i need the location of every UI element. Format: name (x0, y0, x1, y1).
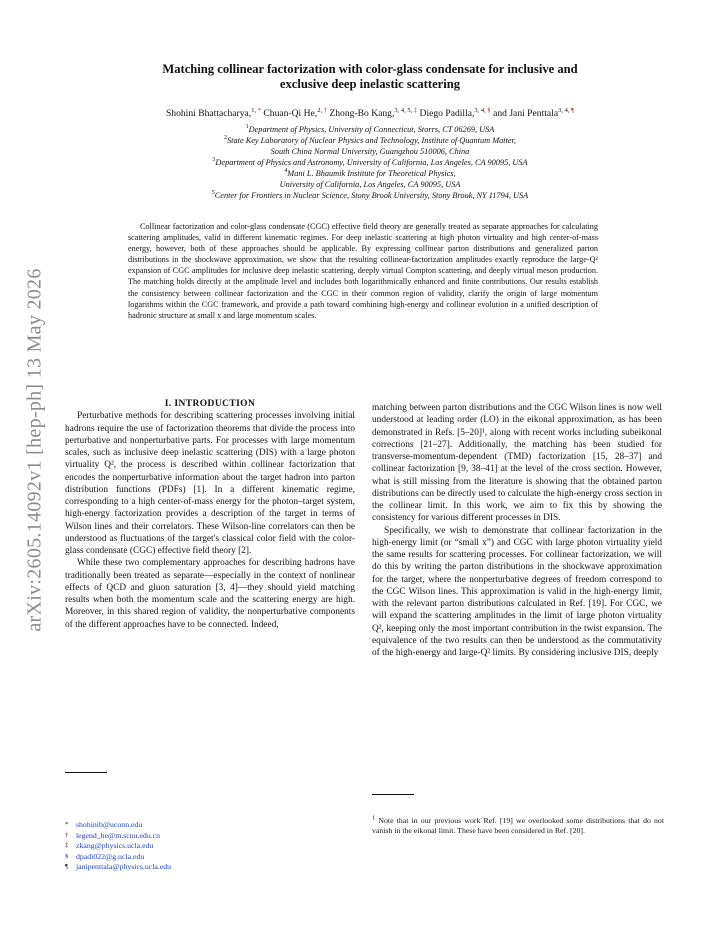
affiliation-line: $^2$State Key Laboratory of Nuclear Physics and Technology, Institute of Quantum Matter, (224, 135, 516, 145)
affiliation-line: South China Normal University, Guangzhou 510006, China (270, 147, 470, 156)
email-entry: † legend_he@m.scnu.edu.cn (65, 830, 161, 840)
author-1: Shohini Bhattacharya,$^{1, *}$ (165, 106, 261, 119)
email-entry: ¶ janipenttala@physics.ucla.edu (65, 862, 172, 872)
author-emails (65, 820, 345, 873)
affiliation-line: $^5$Center for Frontiers in Nuclear Science, Stony Brook University, Stony Brook, NY 11794, USA (211, 190, 529, 200)
author-3: Zhong-Bo Kang,$^{3, 4, 5, \ddagger}$ (329, 106, 418, 119)
footnote-mark: 1 (372, 814, 376, 822)
paper-title (90, 62, 650, 92)
abstract: Collinear factorization and color-glass condensate (CGC) effective field theory are generally treated as separate approaches for calculating scattering amplitudes, valid in different kinematic regimes. For deep inelastic scattering at high photon virtuality and high center-of-mass energy, however, both of these approaches should be applicable. By expressing collinear parton distributions and generalized parton distributions in the shockwave approximation, we show that the resulting collinear-factorization amplitudes exactly reproduce the large-Q² expansion of CGC amplitudes for inclusive deep inelastic scattering, deeply virtual Compton scattering, and deeply virtual meson production. The matching holds directly at the amplitude level and includes both logarithmically enhanced and finite contributions. Our results establish the consistency between collinear factorization and the CGC in their common region of validity, clarify the origin of large momentum logarithms within the CGC framework, and provide a path toward combining high-energy and collinear evolution in a unified description of hadronic structure at small x and large momentum scales. (128, 222, 598, 320)
title-line-2: exclusive deep inelastic scattering (279, 77, 461, 91)
body-paragraph: While these two complementary approaches for describing hadrons have traditionally been treated as separate—especially in the context of nonlinear effects of QCD and gluon saturation [3, 4]—they should yield matching results when both the momentum scale and the scattering energy are high. Moreover, in this shared region of validity, the nonperturbative components of the different approaches have to be connected. Indeed, (65, 558, 355, 630)
footnote-rule (372, 794, 414, 795)
left-column (65, 398, 355, 631)
affiliations (100, 124, 640, 201)
email-entry: * shohinib@uconn.edu (65, 820, 143, 829)
email-entry: ‡ zkang@physics.ucla.edu (65, 841, 154, 851)
author-2: Chuan-Qi He,$^{2, \dagger}$ (263, 106, 327, 119)
email-link[interactable]: legend_he@m.scnu.edu.cn (76, 830, 161, 840)
email-entry: § dpadi022@g.ucla.edu (65, 851, 145, 861)
right-column (372, 402, 662, 659)
email-link[interactable]: zkang@physics.ucla.edu (76, 841, 154, 851)
author-5: Jani Penttala$^{3, 4, \P}$ (509, 106, 575, 119)
footnote-rule (65, 772, 107, 773)
footnote-text: Note that in our previous work Ref. [19] we overlooked some distributions that do not vanish in the eikonal limit. These have been considered in Ref. [20]. (372, 816, 664, 836)
body-paragraph: Specifically, we wish to demonstrate that collinear factorization in the high-energy limit (or “small x”) and CGC with large photon virtuality yield the same results for scattering processes. For collinear factorization, we will do this by writing the parton distributions in the shockwave approximation for the target, where the nonperturbative degrees of freedom correspond to the CGC Wilson lines. This approximation is valid in the high-energy limit, with the relevant parton distributions calculated in Ref. [19]. For CGC, we will expand the scattering amplitudes in the limit of large photon virtuality Q², keeping only the most important contribution in the twist expansion. The equivalence of the two results can then be understood as the commutativity of the high-energy and large-Q² limits. By considering inclusive DIS, deeply (372, 525, 662, 658)
title-line-1: Matching collinear factorization with color-glass condensate for inclusive and (162, 62, 578, 76)
section-heading: I. INTRODUCTION (164, 399, 256, 409)
affiliation-line: University of California, Los Angeles, CA 90095, USA (279, 180, 461, 189)
affiliation-line: $^3$Department of Physics and Astronomy, University of California, Los Angeles, CA 90095, USA (212, 157, 528, 167)
email-link[interactable]: dpadi022@g.ucla.edu (76, 851, 145, 861)
affiliation-line: $^1$Department of Physics, University of Connecticut, Storrs, CT 06269, USA (245, 124, 495, 134)
affiliation-line: $^4$Mani L. Bhaumik Institute for Theoretical Physics, (284, 168, 456, 178)
arxiv-identifier-margin (10, 240, 60, 660)
author-list (60, 108, 680, 120)
footnote (372, 816, 664, 837)
email-link[interactable]: shohinib@uconn.edu (76, 820, 143, 829)
body-paragraph: matching between parton distributions and the CGC Wilson lines is now well understood at leading order (LO) in the eikonal approximation, as has been demonstrated in Refs. [5–20]¹, along with recent works including subeikonal corrections [21–27]. Additionally, the matching has been studied for transverse-momentum-dependent (TMD) factorization [15, 28–37] and collinear factorization [9, 38–41] at the level of the cross section. However, what is still missing from the literature is showing that the obtained parton distributions can be directly used to calculate the high-energy cross section in the collinear limit. In this work, we aim to fix this by showing the consistency for various different processes in DIS. (372, 403, 662, 524)
arxiv-identifier: arXiv:2605.14092v1 [hep-ph] 13 May 2026 (23, 268, 46, 632)
author-4: Diego Padilla,$^{3, 4, \S}$ and (419, 106, 510, 119)
body-paragraph: Perturbative methods for describing scattering processes involving initial hadrons require the use of factorization theorems that divide the process into perturbative and nonperturbative parts. For processes with large momentum scales, such as inclusive deep inelastic scattering (DIS) with a large photon virtuality Q², the process is described within collinear factorization that encodes the nonperturbative information about the target hadron into parton distribution functions (PDFs) [1]. In a different kinematic regime, corresponding to a high center-of-mass energy for the photon–target system, high-energy factorization provides a description of the target in terms of Wilson lines and their correlators. These Wilson-line correlators can then be understood as fluctuations of the target's classical color field with the color-glass condensate (CGC) effective field theory [2]. (65, 411, 355, 556)
email-link[interactable]: janipenttala@physics.ucla.edu (76, 862, 172, 872)
